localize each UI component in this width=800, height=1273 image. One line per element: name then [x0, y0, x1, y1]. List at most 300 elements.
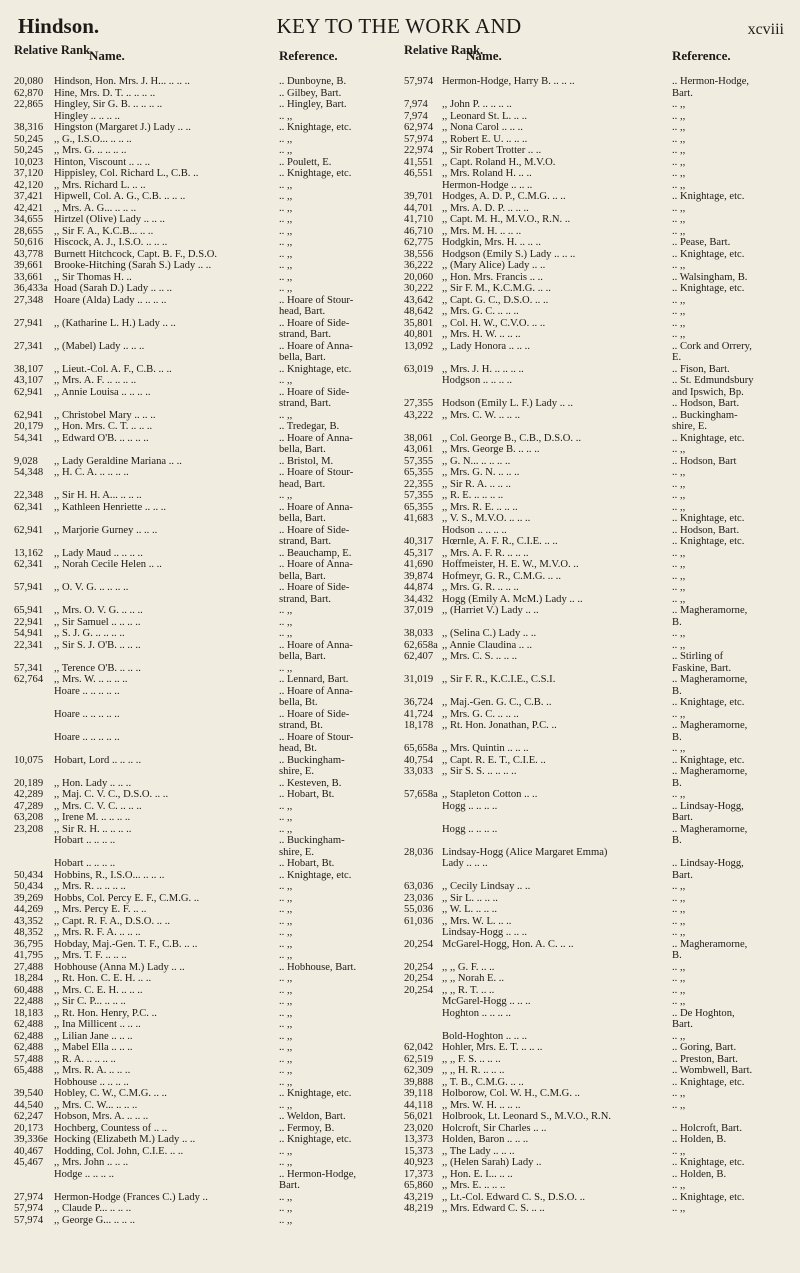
- relative-rank: 38,033: [404, 628, 434, 639]
- entry-name: ,, Mrs. R. A. .. .. ..: [54, 1065, 131, 1076]
- entry-row: [404, 145, 786, 157]
- entry-reference: .. Knightage, etc.: [672, 754, 745, 766]
- entry-row: [404, 214, 786, 226]
- entry-reference: .. Knightage, etc.: [279, 363, 352, 375]
- relative-rank: 20,060: [404, 271, 434, 283]
- entry-row: [14, 1019, 396, 1031]
- entry-reference: .. ,,: [279, 1145, 293, 1157]
- entry-row: [404, 674, 786, 686]
- entry-reference: .. Hermon-Hodge,: [279, 1168, 357, 1180]
- entry-name: ,, V. S., M.V.O. .. .. ..: [442, 513, 531, 524]
- relative-rank: 62,488: [14, 1019, 44, 1030]
- entry-reference: .. ,,: [672, 628, 686, 639]
- entry-reference: .. Hoare of Side-: [279, 386, 350, 398]
- entry-reference: shire, E.: [672, 421, 708, 432]
- entry-reference: .. ,,: [279, 800, 293, 812]
- entry-row: [404, 847, 786, 859]
- entry-row: [14, 789, 396, 801]
- relative-rank: 41,683: [404, 513, 434, 524]
- left-column-header: [14, 44, 396, 76]
- entry-row: [14, 1008, 396, 1020]
- entry-reference: .. ,,: [672, 973, 686, 984]
- entry-row: [404, 410, 786, 422]
- entry-reference: .. ,,: [672, 99, 686, 110]
- entry-reference: .. ,,: [279, 605, 293, 616]
- entry-name: ,, Robert E. U. .. .. ..: [442, 133, 528, 145]
- entry-row: [14, 456, 396, 468]
- entry-reference: .. ,,: [279, 812, 293, 823]
- entry-reference: .. Hoare of Anna-: [279, 432, 353, 444]
- relative-rank: 44,540: [14, 1099, 44, 1111]
- relative-rank: 23,208: [14, 823, 44, 835]
- entry-reference: B.: [672, 685, 682, 697]
- entry-reference: .. Buckingham-: [672, 409, 738, 421]
- entry-row: [404, 364, 786, 376]
- entry-reference: Bart.: [672, 812, 693, 823]
- entry-reference: .. ,,: [279, 1053, 293, 1065]
- entry-row: [14, 260, 396, 272]
- entry-reference: .. ,,: [279, 179, 293, 191]
- entry-row: [14, 318, 396, 330]
- entry-name: Holden, Baron .. .. ..: [442, 1134, 529, 1145]
- entry-row: [14, 272, 396, 284]
- relative-rank: 37,421: [14, 191, 44, 202]
- entry-row: [14, 709, 396, 721]
- relative-rank: 63,036: [404, 881, 434, 892]
- entry-name: ,, Rt. Hon. Jonathan, P.C. ..: [442, 720, 557, 731]
- entry-row: [14, 145, 396, 157]
- relative-rank: 57,974: [404, 133, 434, 145]
- entry-reference: .. ,,: [279, 1191, 293, 1203]
- entry-name: Hippisley, Col. Richard L., C.B. ..: [54, 168, 199, 179]
- relative-rank: 44,874: [404, 582, 434, 593]
- entry-reference: .. ,,: [279, 110, 293, 122]
- entry-row: [404, 617, 786, 629]
- entry-row: [404, 709, 786, 721]
- entry-row: [404, 226, 786, 238]
- entry-row: [14, 824, 396, 836]
- entry-name: ,, Mrs. Percy E. F. .. ..: [54, 904, 147, 915]
- entry-reference: .. ,,: [672, 168, 686, 179]
- entry-name: ,, Mrs. R. F. A. .. .. ..: [54, 927, 141, 938]
- relative-rank: 18,183: [14, 1007, 44, 1019]
- entry-name: ,, Lt.-Col. Edward C. S., D.S.O. ..: [442, 1191, 586, 1203]
- entry-name: ,, Sir F. A., K.C.B... .. ..: [54, 225, 154, 237]
- entry-row: [14, 904, 396, 916]
- entry-reference: .. ,,: [672, 156, 686, 168]
- entry-reference: .. ,,: [279, 1007, 293, 1019]
- entry-name: ,, Capt. M. H., M.V.O., R.N. ..: [442, 214, 571, 225]
- entry-row: [14, 410, 396, 422]
- entry-row: [14, 375, 396, 387]
- entry-reference: .. ,,: [672, 570, 686, 582]
- entry-row: [14, 214, 396, 226]
- relative-rank: 54,341: [14, 432, 44, 444]
- entry-row: [404, 479, 786, 491]
- entry-row: [404, 1134, 786, 1146]
- entry-name: Hobley, C. W., C.M.G. .. ..: [54, 1088, 167, 1099]
- entry-reference: .. Knightage, etc.: [672, 513, 745, 524]
- entry-reference: bella, Bart.: [279, 651, 326, 662]
- entry-reference: .. ,,: [279, 984, 293, 996]
- entry-row: [14, 502, 396, 514]
- entry-name: ,, Rt. Hon. C. E. H. .. ..: [54, 973, 152, 984]
- relative-rank: 62,488: [14, 1042, 44, 1053]
- entry-name: ,, G., I.S.O... .. .. ..: [54, 133, 132, 145]
- entry-reference: .. Weldon, Bart.: [279, 1111, 346, 1122]
- entry-row: [14, 973, 396, 985]
- relative-rank: 42,421: [14, 202, 44, 214]
- entry-row: [404, 766, 786, 778]
- entry-row: [14, 364, 396, 376]
- relative-rank: 50,245: [14, 133, 44, 145]
- entry-reference: .. Beauchamp, E.: [279, 547, 352, 559]
- entry-name: Hoghton .. .. .. ..: [442, 1007, 511, 1019]
- entry-name: Hobhouse (Anna M.) Lady .. ..: [54, 961, 185, 973]
- entry-row: [14, 168, 396, 180]
- entry-name: ,, Sir Robert Trotter .. ..: [442, 145, 542, 156]
- entry-row: [404, 594, 786, 606]
- entry-reference: .. ,,: [672, 1099, 686, 1111]
- entry-name: ,, Capt. R. E. T., C.I.E. ..: [442, 754, 546, 766]
- entry-name: ,, Mrs. John .. .. ..: [54, 1157, 129, 1168]
- entry-reference: head, Bt.: [279, 743, 317, 754]
- relative-rank: 55,036: [404, 904, 434, 915]
- entry-reference: Bart.: [672, 869, 693, 881]
- entry-row: [404, 398, 786, 410]
- entry-row: [404, 318, 786, 330]
- entry-row: [404, 870, 786, 882]
- entry-row: [14, 893, 396, 905]
- entry-reference: .. ,,: [672, 961, 686, 973]
- entry-name: ,, Sir S. S. .. .. .. ..: [442, 766, 517, 777]
- entry-row: [14, 433, 396, 445]
- entry-reference: .. Magheramorne,: [672, 938, 748, 950]
- entry-name: Hobart .. .. .. ..: [54, 858, 116, 869]
- relative-rank: 62,341: [14, 559, 44, 570]
- entry-reference: .. Hoare of Anna-: [279, 685, 353, 697]
- entry-reference: Bart.: [279, 1180, 300, 1191]
- entry-reference: .. Magheramorne,: [672, 766, 748, 777]
- entry-name: Hobart .. .. .. ..: [54, 835, 116, 846]
- relative-rank: 62,775: [404, 237, 434, 248]
- entry-reference: .. ,,: [672, 1145, 686, 1157]
- entry-reference: .. Hoare of Stour-: [279, 731, 354, 743]
- relative-rank: 27,488: [14, 961, 44, 973]
- entry-reference: .. ,,: [279, 1214, 293, 1226]
- entry-row: [14, 962, 396, 974]
- relative-rank: 57,488: [14, 1053, 44, 1065]
- entry-row: [404, 421, 786, 433]
- entry-row: [404, 571, 786, 583]
- relative-rank: 60,488: [14, 984, 44, 996]
- relative-rank: 62,941: [14, 409, 44, 421]
- entry-reference: .. ,,: [672, 927, 686, 938]
- entry-reference: .. ,,: [279, 1076, 293, 1088]
- relative-rank: 48,642: [404, 306, 434, 317]
- relative-rank: 62,519: [404, 1053, 434, 1065]
- entry-name: ,, Mrs. E. .. .. ..: [442, 1180, 506, 1191]
- entry-row: [404, 111, 786, 123]
- entry-row: [404, 180, 786, 192]
- entry-name: ,, Mrs. R. .. .. .. ..: [54, 881, 126, 892]
- entry-reference: .. De Hoghton,: [672, 1007, 735, 1019]
- entry-row: [404, 1180, 786, 1192]
- relative-rank: 44,701: [404, 202, 434, 214]
- entry-row: [404, 444, 786, 456]
- relative-rank: 22,355: [404, 478, 434, 490]
- entry-reference: .. ,,: [672, 639, 686, 651]
- entry-name: Hobbs, Col. Percy E. F., C.M.G. ..: [54, 892, 200, 904]
- entry-name: Hobhouse .. .. .. ..: [54, 1076, 129, 1088]
- entry-row: [14, 88, 396, 100]
- entry-reference: strand, Bart.: [279, 329, 332, 340]
- entry-row: [404, 525, 786, 537]
- entry-row: [14, 283, 396, 295]
- entry-reference: .. Knightage, etc.: [672, 248, 745, 260]
- entry-name: Hingley, Sir G. B. .. .. .. ..: [54, 99, 163, 110]
- entry-name: Hine, Mrs. D. T. .. .. .. ..: [54, 87, 156, 99]
- entry-name: ,, ,, F. S. .. .. ..: [442, 1053, 501, 1065]
- entry-name: Hœrnle, A. F. R., C.I.E. .. ..: [442, 536, 558, 547]
- entry-name: ,, Mrs. G. R. .. .. ..: [442, 582, 519, 593]
- entry-name: ,, Mrs. H. W. .. .. ..: [442, 329, 521, 340]
- entry-row: [404, 157, 786, 169]
- entry-reference: .. ,,: [672, 122, 686, 133]
- entry-reference: strand, Bart.: [279, 593, 332, 605]
- entry-reference: .. ,,: [672, 133, 686, 145]
- relative-rank: 36,433a: [14, 283, 48, 294]
- entry-row: [14, 674, 396, 686]
- entry-row: [14, 76, 396, 88]
- entry-row: [14, 180, 396, 192]
- entry-reference: .. ,,: [672, 582, 686, 593]
- relative-rank: 48,352: [14, 927, 44, 938]
- entry-reference: .. Holcroft, Bart.: [672, 1122, 743, 1134]
- entry-row: [404, 548, 786, 560]
- entry-reference: .. ,,: [279, 881, 293, 892]
- relative-rank: 27,348: [14, 294, 44, 306]
- entry-row: [404, 272, 786, 284]
- entry-reference: .. Bristol, M.: [279, 455, 334, 467]
- entry-row: [14, 1088, 396, 1100]
- entry-reference: .. ,,: [672, 214, 686, 225]
- entry-name: Hiscock, A. J., I.S.O. .. .. ..: [54, 237, 168, 248]
- entry-reference: .. ,,: [279, 1019, 293, 1030]
- entry-row: [404, 1054, 786, 1066]
- relative-rank: 13,092: [404, 340, 434, 352]
- entry-row: [14, 1031, 396, 1043]
- relative-rank: 38,556: [404, 248, 434, 260]
- entry-row: [14, 467, 396, 479]
- entry-reference: .. ,,: [279, 938, 293, 950]
- relative-rank: 39,269: [14, 892, 44, 904]
- entry-reference: .. Hermon-Hodge,: [672, 76, 750, 87]
- entry-name: ,, Col. George B., C.B., D.S.O. ..: [442, 432, 582, 444]
- entry-reference: .. Hoare of Anna-: [279, 559, 353, 570]
- entry-row: [404, 812, 786, 824]
- entry-row: [404, 1019, 786, 1031]
- entry-row: [14, 686, 396, 698]
- entry-reference: .. Hoare of Side-: [279, 708, 350, 720]
- entry-name: ,, Mabel Ella .. .. ..: [54, 1042, 133, 1053]
- entry-reference: .. ,,: [672, 490, 686, 501]
- entry-reference: .. Hingley, Bart.: [279, 99, 347, 110]
- entry-reference: .. ,,: [279, 823, 293, 835]
- relative-rank: 41,690: [404, 559, 434, 570]
- entry-reference: .. ,,: [279, 927, 293, 938]
- relative-rank: 10,023: [14, 156, 44, 168]
- entry-name: ,, Edward O'B. .. .. .. ..: [54, 432, 149, 444]
- entry-name: ,, Capt. R. F. A., D.S.O. .. ..: [54, 915, 170, 927]
- entry-name: ,, Ina Millicent .. .. ..: [54, 1019, 141, 1030]
- entry-name: Hindson, Hon. Mrs. J. H... .. .. ..: [54, 76, 190, 87]
- relative-rank: 22,941: [14, 616, 44, 628]
- relative-rank: 27,355: [404, 398, 434, 409]
- entry-row: [14, 743, 396, 755]
- entry-name: ,, H. C. A. .. .. .. ..: [54, 467, 129, 478]
- entry-reference: .. ,,: [279, 904, 293, 915]
- relative-rank: 43,778: [14, 248, 44, 260]
- entry-reference: .. Hoare of Anna-: [279, 639, 353, 651]
- entry-row: [404, 249, 786, 261]
- entry-reference: .. Knightage, etc.: [672, 536, 745, 547]
- relative-rank: 37,019: [404, 605, 434, 616]
- entry-reference: shire, E.: [279, 766, 315, 777]
- entry-row: [404, 1123, 786, 1135]
- relative-rank: 18,284: [14, 973, 44, 984]
- entry-reference: .. Holden, B.: [672, 1134, 727, 1145]
- entry-name: ,, Hon. E. I... .. ..: [442, 1168, 513, 1180]
- entry-reference: .. ,,: [672, 984, 686, 996]
- entry-reference: .. ,,: [279, 662, 293, 674]
- entry-row: [404, 651, 786, 663]
- entry-name: Hermon-Hodge .. .. ..: [442, 179, 533, 191]
- entry-row: [14, 778, 396, 790]
- entry-row: [404, 168, 786, 180]
- entry-row: [14, 479, 396, 491]
- entry-reference: .. ,,: [672, 179, 686, 191]
- entry-row: [14, 870, 396, 882]
- entry-row: [404, 858, 786, 870]
- entry-name: Hobart, Lord .. .. .. ..: [54, 754, 142, 766]
- entry-row: [14, 191, 396, 203]
- relative-rank: 31,019: [404, 674, 434, 685]
- entry-row: [14, 835, 396, 847]
- entry-row: [404, 663, 786, 675]
- entry-name: ,, Mrs. Richard L. .. ..: [54, 179, 146, 191]
- entry-row: [404, 893, 786, 905]
- entry-row: [14, 341, 396, 353]
- entry-name: Hoare .. .. .. .. ..: [54, 685, 120, 697]
- entry-reference: .. Lennard, Bart.: [279, 674, 349, 685]
- entry-reference: .. Knightage, etc.: [279, 168, 352, 179]
- name-heading: Name.: [466, 48, 502, 63]
- relative-rank: 62,658a: [404, 639, 438, 651]
- entry-reference: .. ,,: [672, 145, 686, 156]
- entry-reference: B.: [672, 950, 682, 961]
- entry-name: ,, (Mabel) Lady .. .. ..: [54, 340, 145, 352]
- entry-reference: .. Magheramorne,: [672, 720, 748, 731]
- entry-reference: .. Cork and Orrery,: [672, 340, 752, 352]
- entry-reference: .. ,,: [279, 950, 293, 961]
- entry-reference: .. ,,: [279, 202, 293, 214]
- entry-name: Hodgkin, Mrs. H. .. .. ..: [442, 237, 541, 248]
- entry-row: [14, 1134, 396, 1146]
- relative-rank: 43,222: [404, 409, 434, 421]
- entry-name: ,, Mrs. G. N. .. .. ..: [442, 467, 520, 478]
- entry-row: [14, 720, 396, 732]
- relative-rank: 57,341: [14, 662, 44, 674]
- relative-rank: 22,488: [14, 996, 44, 1007]
- entry-name: Burnett Hitchcock, Capt. B. F., D.S.O.: [54, 248, 218, 260]
- entry-name: ,, (Selina C.) Lady .. ..: [442, 628, 537, 639]
- entry-reference: .. Knightage, etc.: [672, 1076, 745, 1088]
- entry-reference: .. ,,: [279, 225, 293, 237]
- relative-rank: 37,120: [14, 168, 44, 179]
- relative-rank: 42,120: [14, 179, 44, 191]
- entry-reference: E.: [672, 352, 682, 363]
- entry-name: Brooke-Hitching (Sarah S.) Lady .. ..: [54, 260, 212, 271]
- entry-reference: .. Magheramorne,: [672, 674, 748, 685]
- entry-reference: .. ,,: [672, 708, 686, 720]
- entry-name: ,, Col. H. W., C.V.O. .. ..: [442, 317, 546, 329]
- entry-name: ,, George G... .. .. ..: [54, 1214, 136, 1226]
- entry-name: ,, Norah Cecile Helen .. ..: [54, 559, 162, 570]
- entry-reference: .. ,,: [279, 133, 293, 145]
- entry-name: ,, T. B., C.M.G. .. ..: [442, 1076, 524, 1088]
- entry-name: ,, Capt. G. C., D.S.O. .. ..: [442, 294, 549, 306]
- entry-reference: .. Knightage, etc.: [672, 432, 745, 444]
- entry-reference: .. Hoare of Stour-: [279, 294, 354, 306]
- relative-rank: 22,341: [14, 639, 44, 651]
- relative-rank: 62,941: [14, 386, 44, 398]
- relative-rank: 62,341: [14, 501, 44, 513]
- entry-name: ,, Mrs. C. W. .. .. ..: [442, 409, 520, 421]
- relative-rank: 43,107: [14, 375, 44, 386]
- entry-row: [14, 582, 396, 594]
- entry-name: Hermon-Hodge, Harry B. .. .. ..: [442, 76, 575, 87]
- entry-name: Lady .. .. ..: [442, 858, 488, 869]
- entry-row: [14, 157, 396, 169]
- entry-reference: .. Fermoy, B.: [279, 1122, 335, 1134]
- entry-name: ,, (Mary Alice) Lady .. ..: [442, 260, 546, 271]
- entry-row: [14, 237, 396, 249]
- entry-row: [14, 927, 396, 939]
- relative-rank: 17,373: [404, 1168, 434, 1180]
- entry-name: ,, Lilian Jane .. .. ..: [54, 1030, 133, 1042]
- entry-row: [404, 985, 786, 997]
- entry-name: Hodgson .. .. .. ..: [442, 375, 513, 386]
- entry-reference: .. Knightage, etc.: [672, 697, 745, 708]
- entry-reference: .. Kesteven, B.: [279, 777, 342, 789]
- entry-reference: .. ,,: [672, 294, 686, 306]
- entry-reference: .. ,,: [672, 1088, 686, 1099]
- entry-name: Holbrook, Lt. Leonard S., M.V.O., R.N.: [442, 1111, 612, 1122]
- entry-row: [404, 1169, 786, 1181]
- entry-reference: .. ,,: [672, 789, 686, 800]
- entry-row: [404, 927, 786, 939]
- entry-name: ,, Hon. Lady .. .. ..: [54, 777, 132, 789]
- entry-name: Hermon-Hodge (Frances C.) Lady ..: [54, 1191, 208, 1203]
- entry-name: ,, ,, G. F. .. ..: [442, 961, 495, 973]
- entry-row: [14, 1042, 396, 1054]
- entry-reference: .. Knightage, etc.: [672, 1191, 745, 1203]
- entry-name: Hinton, Viscount .. .. ..: [54, 156, 150, 168]
- relative-rank: 40,317: [404, 536, 434, 547]
- entry-name: Hoare (Alda) Lady .. .. .. ..: [54, 294, 167, 306]
- relative-rank: 65,860: [404, 1180, 434, 1191]
